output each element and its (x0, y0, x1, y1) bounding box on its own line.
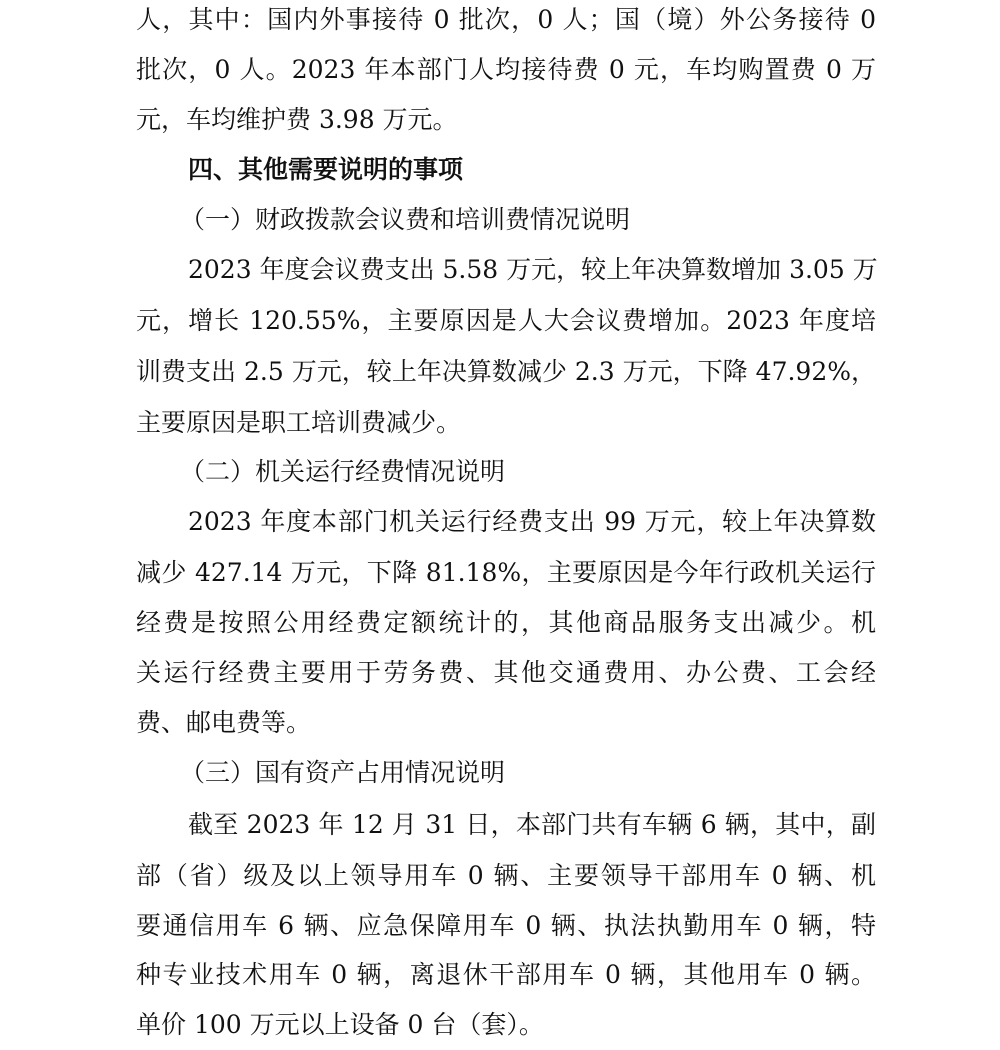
paragraph-line: 训费支出 2.5 万元，较上年决算数减少 2.3 万元，下降 47.92%， (136, 357, 876, 386)
subsection-heading: （二）机关运行经费情况说明 (180, 457, 506, 486)
paragraph-line: 元，增长 120.55%，主要原因是人大会议费增加。2023 年度培 (136, 306, 876, 335)
paragraph-line: 主要原因是职工培训费减少。 (136, 408, 462, 437)
paragraph-line: 费、邮电费等。 (136, 708, 312, 737)
paragraph-line: 要通信用车 6 辆、应急保障用车 0 辆、执法执勤用车 0 辆，特 (136, 911, 876, 940)
paragraph-line: 减少 427.14 万元，下降 81.18%，主要原因是今年行政机关运行 (136, 558, 876, 587)
subsection-heading: （一）财政拨款会议费和培训费情况说明 (180, 205, 631, 234)
paragraph-line: 2023 年度本部门机关运行经费支出 99 万元，较上年决算数 (188, 507, 876, 536)
paragraph-line: 人，其中：国内外事接待 0 批次，0 人；国（境）外公务接待 0 (136, 5, 876, 34)
paragraph-line: 经费是按照公用经费定额统计的，其他商品服务支出减少。机 (136, 608, 876, 637)
paragraph-line: 元，车均维护费 3.98 万元。 (136, 105, 458, 134)
subsection-heading: （三）国有资产占用情况说明 (180, 758, 506, 787)
paragraph-line: 单价 100 万元以上设备 0 台（套）。 (136, 1010, 544, 1039)
section-heading: 四、其他需要说明的事项 (188, 155, 464, 184)
paragraph-line: 批次，0 人。2023 年本部门人均接待费 0 元，车均购置费 0 万 (136, 55, 876, 84)
paragraph-line: 2023 年度会议费支出 5.58 万元，较上年决算数增加 3.05 万 (188, 255, 878, 284)
paragraph-line: 关运行经费主要用于劳务费、其他交通费用、办公费、工会经 (136, 658, 876, 687)
paragraph-line: 部（省）级及以上领导用车 0 辆、主要领导干部用车 0 辆、机 (136, 861, 876, 890)
paragraph-line: 截至 2023 年 12 月 31 日，本部门共有车辆 6 辆，其中，副 (188, 810, 876, 839)
paragraph-line: 种专业技术用车 0 辆，离退休干部用车 0 辆，其他用车 0 辆。 (136, 960, 876, 989)
